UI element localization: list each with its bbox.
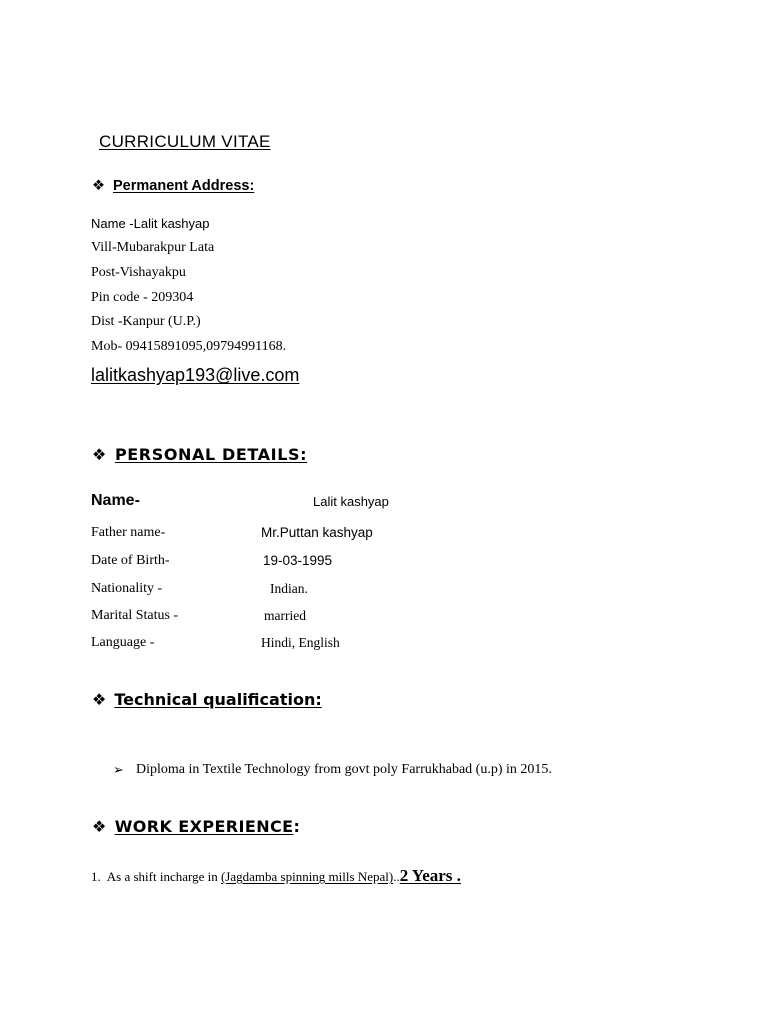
language-key: Language - — [91, 635, 155, 650]
experience-number: 1. — [91, 869, 101, 884]
experience-company: (Jagdamba spinning mills Nepal) — [220, 869, 394, 884]
experience-item — [91, 867, 461, 884]
diamond-bullet-icon: ❖ — [92, 690, 107, 709]
technical-qualification-label: Technical qualification: — [114, 690, 322, 709]
diamond-bullet-icon: ❖ — [92, 445, 107, 464]
father-name-value: Mr.Puttan kashyap — [261, 525, 373, 540]
document-title: CURRICULUM VITAE — [99, 132, 271, 151]
personal-name-value: Lalit kashyap — [313, 494, 389, 509]
diamond-bullet-icon: ❖ — [92, 178, 105, 194]
nationality-value: Indian. — [270, 581, 308, 596]
work-experience-colon: : — [293, 817, 301, 836]
address-post: Post-Vishayakpu — [91, 265, 186, 280]
personal-details-label: PERSONAL DETAILS: — [114, 445, 308, 464]
arrow-bullet-icon: ➢ — [113, 762, 124, 777]
diamond-bullet-icon: ❖ — [92, 817, 107, 836]
address-name-line: Name -Lalit kashyap — [91, 216, 210, 231]
experience-duration: 2 Years . — [399, 866, 461, 885]
personal-details-heading — [92, 447, 307, 463]
permanent-address-label: Permanent Address: — [113, 178, 255, 194]
language-value: Hindi, English — [261, 635, 340, 650]
address-mobile: Mob- 09415891095,09794991168. — [91, 339, 287, 354]
personal-name-key: Name- — [91, 492, 140, 509]
address-district: Dist -Kanpur (U.P.) — [91, 314, 201, 329]
technical-qualification-heading — [92, 692, 322, 708]
marital-status-value: married — [264, 608, 306, 623]
father-name-key: Father name- — [91, 525, 166, 540]
marital-status-key: Marital Status - — [91, 608, 179, 623]
permanent-address-heading — [92, 179, 254, 194]
qualification-item: Diploma in Textile Technology from govt poly Farrukhabad (u.p) in 2015. — [136, 762, 552, 777]
dob-value: 19-03-1995 — [263, 553, 333, 568]
email-link[interactable]: lalitkashyap193@live.com — [91, 365, 300, 385]
address-pin-code: Pin code - 209304 — [91, 290, 194, 305]
dob-key: Date of Birth- — [91, 553, 170, 568]
work-experience-heading — [92, 819, 300, 835]
experience-role: As a shift incharge in — [106, 869, 221, 884]
address-village: Vill-Mubarakpur Lata — [91, 240, 215, 255]
nationality-key: Nationality - — [91, 581, 163, 596]
experience-dots: .. — [393, 869, 400, 884]
work-experience-label: WORK EXPERIENCE — [114, 817, 294, 836]
